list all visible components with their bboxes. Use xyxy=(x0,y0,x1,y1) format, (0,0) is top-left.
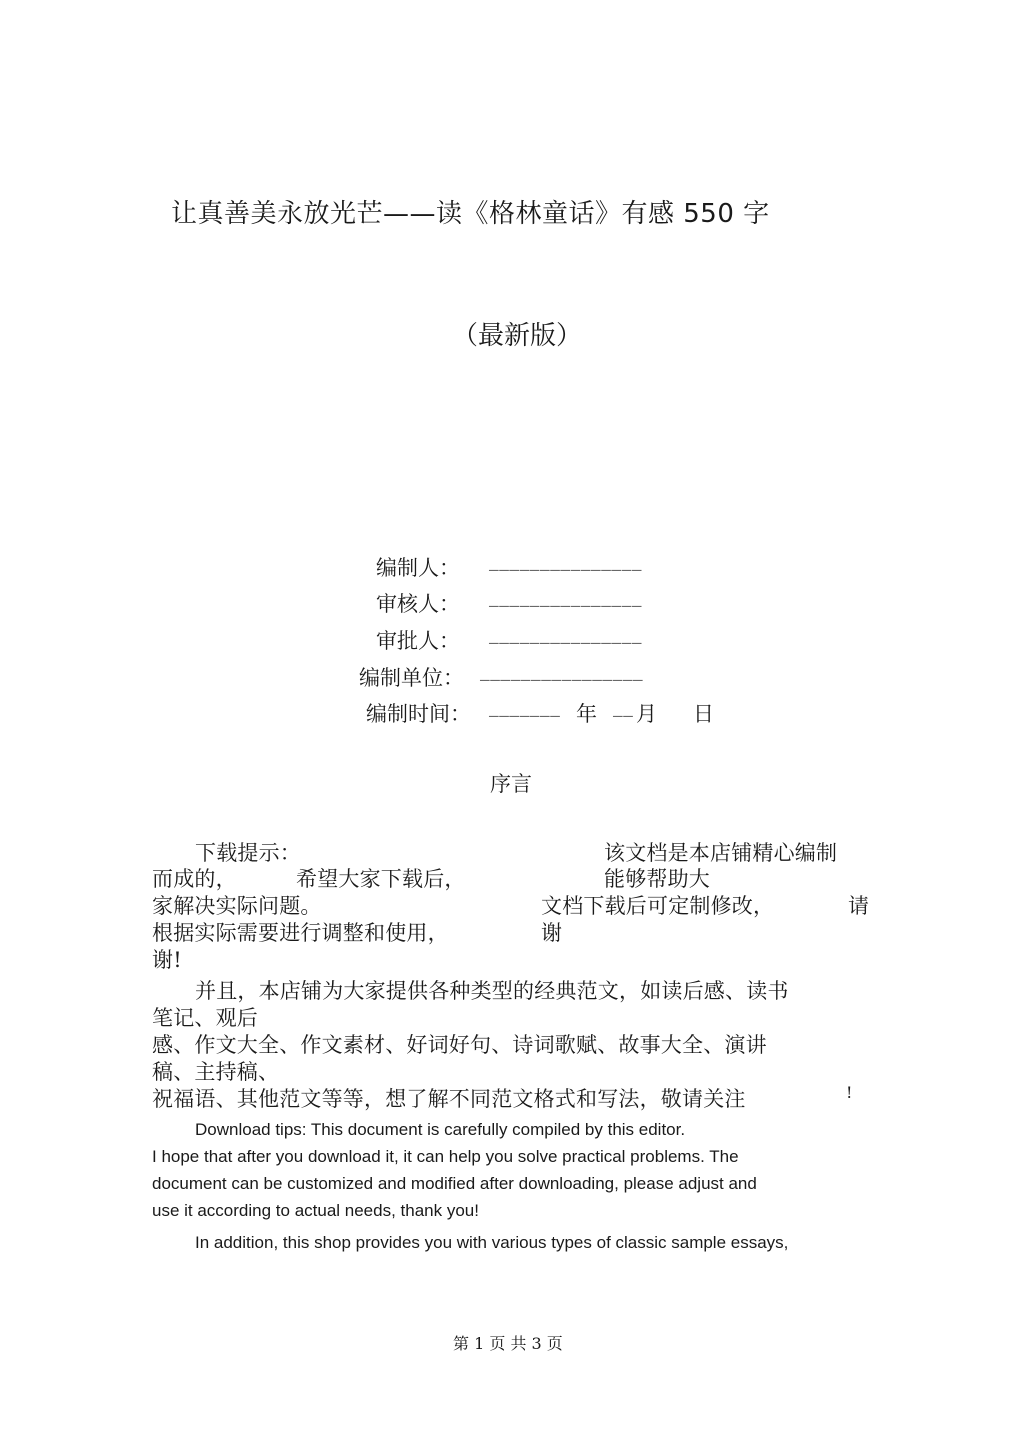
en-text: I hope that after you download it, it can help you solve practical problems. The xyxy=(152,1147,739,1166)
preface-heading: 序言 xyxy=(490,772,532,796)
cn-text: 感、作文大全、作文素材、好词好句、诗词歌赋、故事大全、演讲 xyxy=(152,1033,767,1057)
en-text: Download tips: This document is carefully compiled by this editor. xyxy=(195,1120,686,1139)
en-text: In addition, this shop provides you with various types of classic sample essays, xyxy=(195,1233,789,1252)
cn-text: 请 xyxy=(848,894,870,918)
cn-text: 稿、主持稿、 xyxy=(152,1060,280,1084)
month-label: 月 xyxy=(636,702,657,726)
cn-text: ! xyxy=(846,1083,853,1102)
cn-text: 能够帮助大 xyxy=(604,867,710,891)
date-year-blank: _______ xyxy=(489,702,561,720)
cn-text: 而成的， xyxy=(152,867,237,891)
unit-label: 编制单位： xyxy=(359,666,464,690)
page-footer: 第 1 页 共 3 页 xyxy=(453,1334,563,1353)
cn-text: 谢! xyxy=(152,948,182,972)
day-label: 日 xyxy=(693,702,714,726)
cn-text: 笔记、观后 xyxy=(152,1006,258,1030)
cn-text: 希望大家下载后， xyxy=(296,867,466,891)
en-text: use it according to actual needs, thank you! xyxy=(152,1201,479,1220)
unit-blank: ________________ xyxy=(480,666,644,684)
approver-blank: _______________ xyxy=(489,629,643,647)
reviewer-blank: _______________ xyxy=(489,592,643,610)
en-text: document can be customized and modified after downloading, please adjust and xyxy=(152,1174,757,1193)
compiler-blank: _______________ xyxy=(489,556,643,574)
year-label: 年 xyxy=(576,702,597,726)
cn-text: 该文档是本店铺精心编制 xyxy=(604,841,838,865)
document-title: 让真善美永放光芒——读《格林童话》有感 550 字 xyxy=(171,199,770,229)
reviewer-label: 审核人： xyxy=(376,592,460,616)
cn-text: 家解决实际问题。 xyxy=(152,894,322,918)
cn-text: 谢 xyxy=(541,921,563,945)
date-month-blank: __ xyxy=(613,702,634,720)
document-subtitle: （最新版） xyxy=(452,321,583,351)
cn-text: 祝福语、其他范文等等，想了解不同范文格式和写法，敬请关注 xyxy=(152,1087,746,1111)
cn-text: 下载提示： xyxy=(195,841,301,865)
approver-label: 审批人： xyxy=(376,629,460,653)
compiler-label: 编制人： xyxy=(376,556,460,580)
cn-text: 并且，本店铺为大家提供各种类型的经典范文，如读后感、读书 xyxy=(195,979,789,1003)
cn-text: 文档下载后可定制修改， xyxy=(541,894,775,918)
cn-text: 根据实际需要进行调整和使用， xyxy=(152,921,449,945)
time-label: 编制时间： xyxy=(366,702,471,726)
